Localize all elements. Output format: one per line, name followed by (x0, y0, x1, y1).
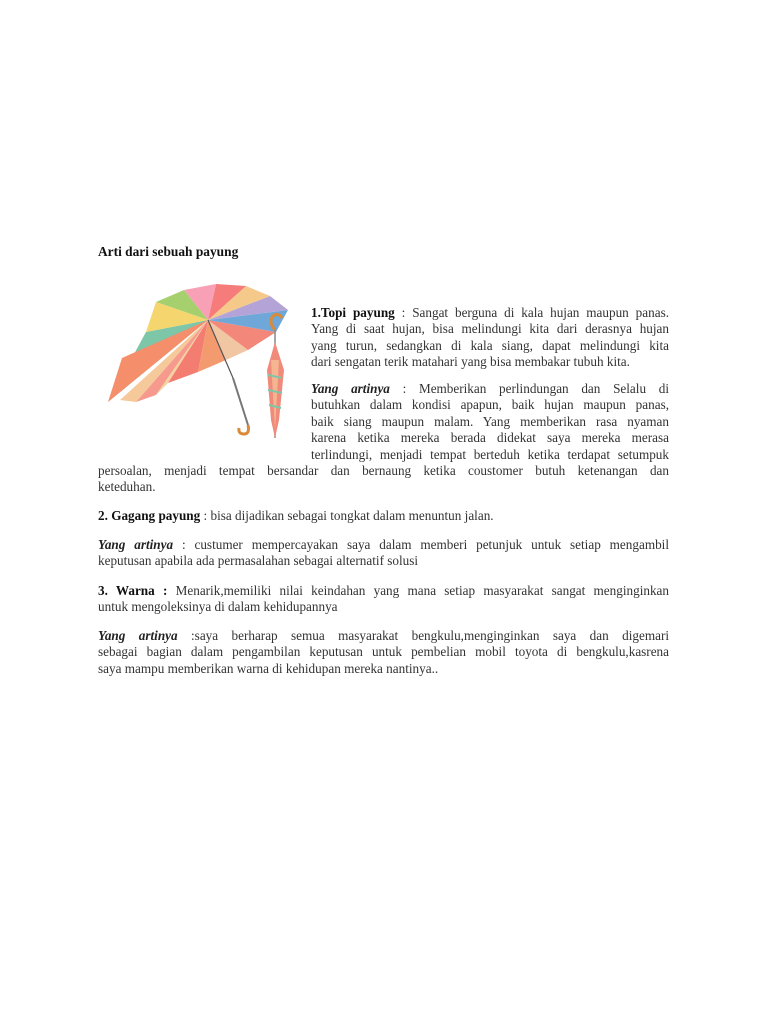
heading-warna: 3. Warna : (98, 583, 168, 598)
paragraph-topi-payung: 1.Topi payung : Sangat berguna di kala hujan maupun panas. Yang di saat hujan, bisa melindungi kita dari derasnya hujan yang turun, sedangkan di kala siang, dapat melindungi kita dari sengatan terik matahari yang bisa membakar tubuh kita. (311, 305, 669, 370)
label-yang-artinya: Yang artinya (311, 381, 390, 396)
label-yang-artinya: Yang artinya (98, 628, 178, 643)
heading-gagang-payung: 2. Gagang payung (98, 508, 201, 523)
paragraph-yang-artinya-2: Yang artinya : custumer mempercayakan saya dalam memberi petunjuk untuk setiap mengambil keputusan apabila ada permasalahan sebagai alternatif solusi (98, 537, 669, 569)
paragraph-yang-artinya-3: Yang artinya :saya berharap semua masyarakat bengkulu,menginginkan saya dan digemari sebagai bagian dalam pengambilan keputusan untuk pembelian mobil toyota di bengkulu,kasrena saya mampu memberikan warna di kehidupan mereka nantinya.. (98, 628, 669, 676)
paragraph-yang-artinya-1: Yang artinya : Memberikan perlindungan dan Selalu di butuhkan dalam kondisi apapun, baik hujan maupun panas, baik siang maupun malam. Yang memberikan rasa nyaman karena ketika mereka berada didekat saya mereka merasa terlindungi, menjadi tempat berteduh ketika terdapat setumpuk (311, 381, 669, 462)
paragraph-warna: 3. Warna : Menarik,memiliki nilai keindahan yang mana setiap masyarakat sangat menginginkan untuk mengoleksinya di dalam kehidupannya (98, 583, 669, 615)
heading-topi-payung: 1.Topi payung (311, 305, 395, 320)
paragraph-yang-artinya-1-cont: persoalan, menjadi tempat bersandar dan bernaung ketika coustomer butuh ketenangan dan keteduhan. (98, 463, 669, 495)
document-title: Arti dari sebuah payung (98, 244, 239, 259)
umbrella-illustration (98, 280, 298, 440)
label-yang-artinya: Yang artinya (98, 537, 174, 552)
paragraph-gagang-payung: 2. Gagang payung : bisa dijadikan sebagai tongkat dalam menuntun jalan. (98, 508, 494, 523)
